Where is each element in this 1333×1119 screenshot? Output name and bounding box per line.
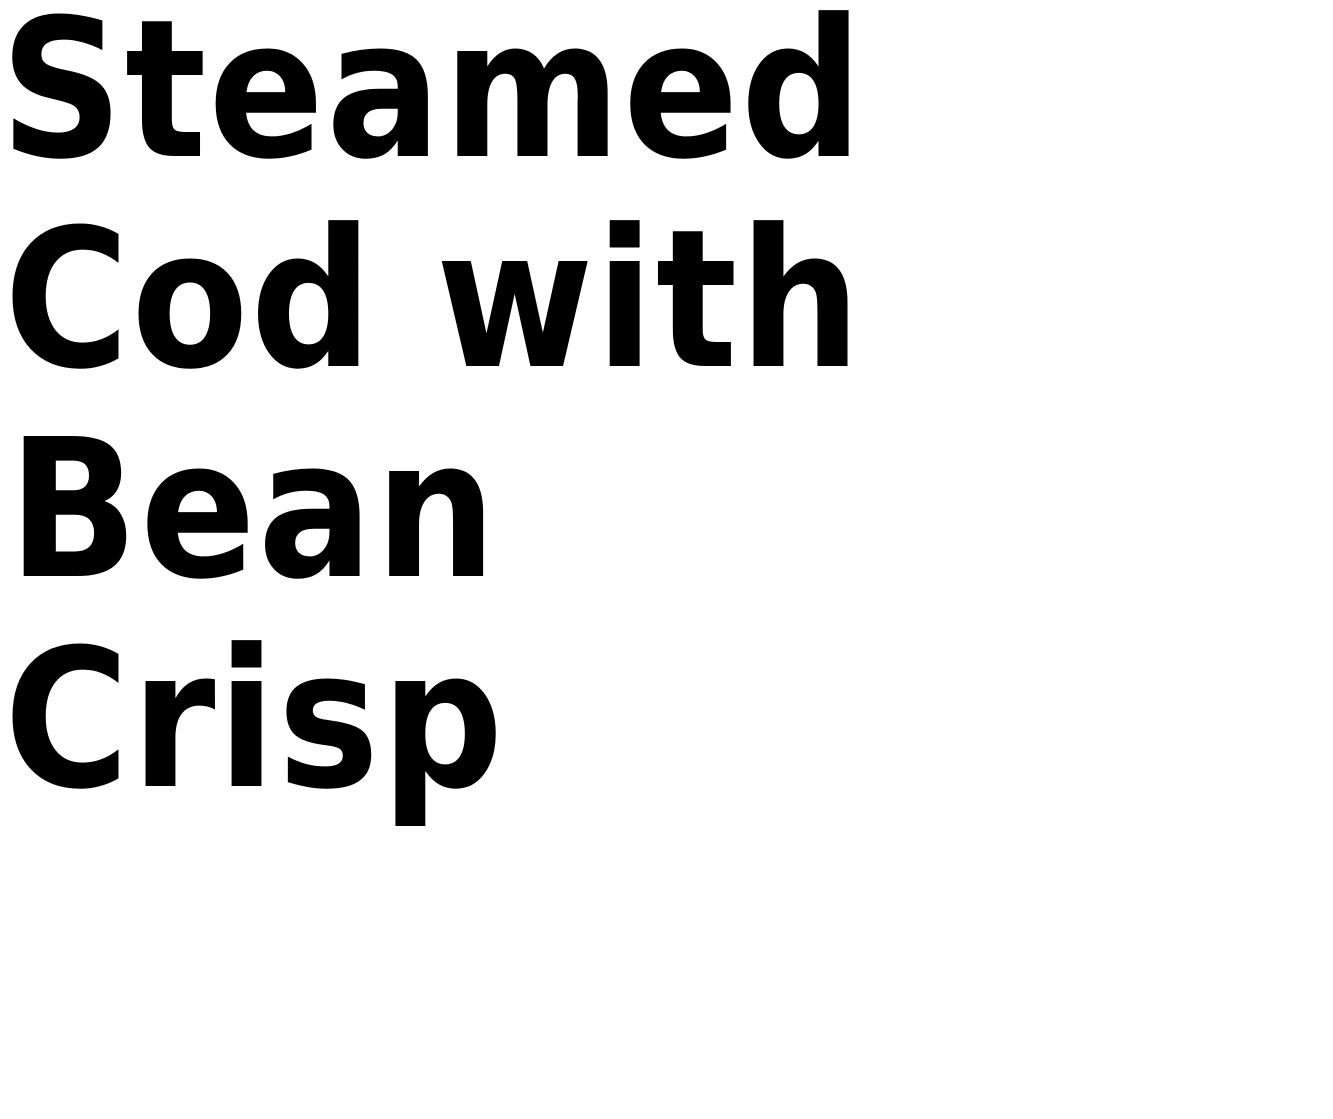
- title-line-4: Crisp: [4, 609, 506, 832]
- title-line-2: Cod with: [4, 189, 863, 412]
- title-line-1: Steamed: [0, 0, 865, 202]
- title-line-3: Bean: [8, 399, 499, 622]
